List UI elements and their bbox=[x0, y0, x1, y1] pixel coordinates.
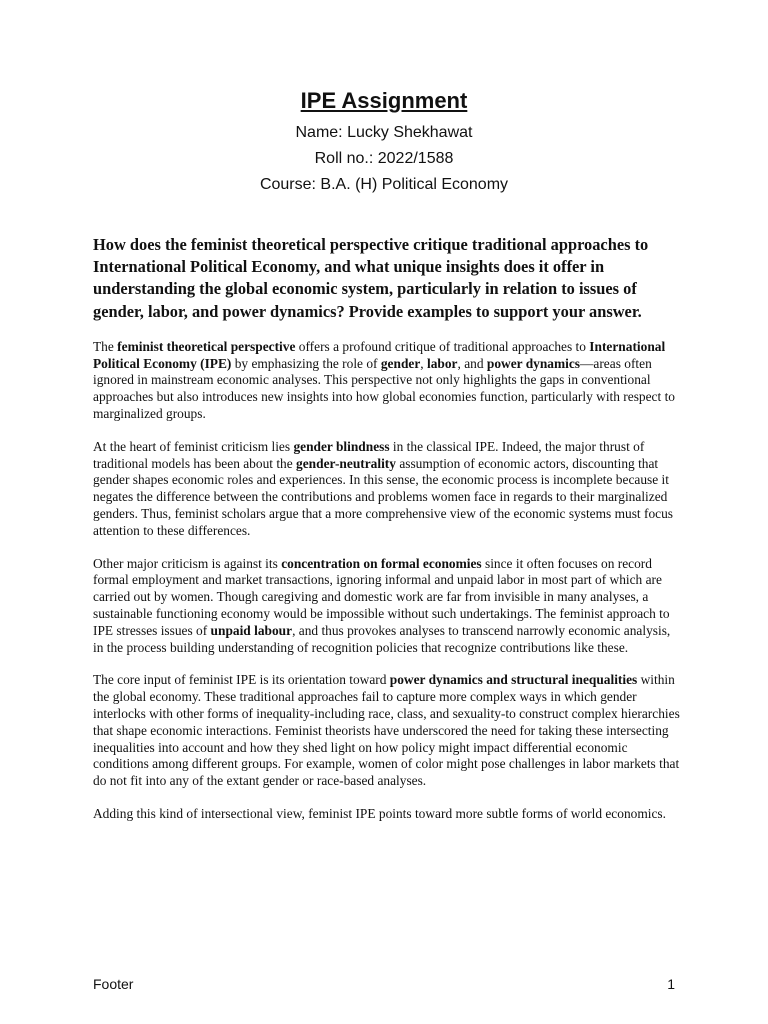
bold-term: gender bbox=[380, 355, 421, 371]
bold-term: labor bbox=[426, 355, 458, 371]
paragraph-4 bbox=[93, 672, 683, 790]
paragraph-text: since it often focuses on record formal employment and market transactions, ignoring informal and unpaid labor in most part of which are carried out by women. Though caregiving and domestic work are far from invisible in many analyses, a sustainable functioning economy would be impossible without such undertakings. The feminist approach to IPE stresses issues of bbox=[93, 555, 670, 638]
page-footer bbox=[93, 976, 675, 992]
document-header bbox=[0, 86, 768, 198]
paragraph-1 bbox=[93, 339, 683, 423]
paragraph-text: , and thus provokes analyses to transcend narrowly economic analysis, in the process building understanding of recognition policies that recognize contributions like these. bbox=[93, 622, 671, 655]
paragraph-text: within the global economy. These traditional approaches fail to capture more complex ways in which gender interlocks with other forms of inequality-including race, class, and sexuality-to construct complex hierarchies that shape economic interactions. Feminist theorists have underscored the need for taking these intersecting inequalities into account and how they shed light on how policy might impact differential economic conditions among different groups. For example, women of color might pose challenges in labor markets that do not fit into any of the extant gender or race-based analyses. bbox=[93, 672, 680, 789]
bold-term: unpaid labour bbox=[210, 622, 293, 638]
paragraph-text: assumption of economic actors, discounting that gender shapes economic roles and experiences. In this sense, the economic process is incomplete because it negates the difference between the contributions and problems women face in regards to their marginalized genders. Thus, feminist scholars argue that a more comprehensive view of the economic systems must focus attention to these differences. bbox=[93, 455, 673, 538]
paragraph-5 bbox=[93, 806, 683, 823]
paragraph-3 bbox=[93, 556, 683, 657]
paragraph-text: , and bbox=[457, 355, 487, 371]
paragraph-text: Adding this kind of intersectional view, feminist IPE points toward more subtle forms of world economics. bbox=[93, 805, 666, 821]
bold-term: power dynamics and structural inequalities bbox=[389, 672, 638, 688]
student-name: Name: Lucky Shekhawat bbox=[295, 124, 473, 141]
footer-label: Footer bbox=[93, 976, 134, 992]
paragraph-2 bbox=[93, 439, 683, 540]
paragraph-text: —areas often ignored in mainstream economic analyses. This perspective not only highlights the gaps in conventional approaches but also introduces new insights into how global economies function, particularly with respect to marginalized groups. bbox=[93, 355, 675, 421]
paragraph-text: in the classical IPE. Indeed, the major thrust of traditional models has been about the bbox=[93, 438, 645, 471]
paragraph-text: , bbox=[420, 355, 427, 371]
paragraph-text: The core input of feminist IPE is its orientation toward bbox=[93, 672, 390, 688]
paragraph-text: Other major criticism is against its bbox=[93, 555, 282, 571]
bold-term: International Political Economy (IPE) bbox=[93, 338, 666, 371]
paragraph-text: by emphasizing the role of bbox=[231, 355, 381, 371]
bold-term: concentration on formal economies bbox=[281, 555, 482, 571]
paragraph-text: offers a profound critique of traditional approaches to bbox=[295, 338, 590, 354]
roll-number: Roll no.: 2022/1588 bbox=[314, 150, 454, 167]
bold-term: gender blindness bbox=[293, 438, 390, 454]
question-heading: How does the feminist theoretical perspective critique traditional approaches to International Political Economy, and what unique insights does it offer in understanding the global economic system, particularly in relation to issues of gender, labor, and power dynamics? Provide examples to support your answer. bbox=[93, 235, 649, 321]
bold-term: feminist theoretical perspective bbox=[117, 338, 296, 354]
bold-term: power dynamics bbox=[486, 355, 581, 371]
course-name: Course: B.A. (H) Political Economy bbox=[259, 176, 509, 193]
paragraph-text: The bbox=[93, 338, 118, 354]
page-number: 1 bbox=[667, 976, 675, 992]
bold-term: gender-neutrality bbox=[296, 455, 396, 471]
document-body bbox=[93, 234, 683, 839]
paragraph-text: At the heart of feminist criticism lies bbox=[93, 438, 294, 454]
document-title: IPE Assignment bbox=[300, 88, 468, 113]
